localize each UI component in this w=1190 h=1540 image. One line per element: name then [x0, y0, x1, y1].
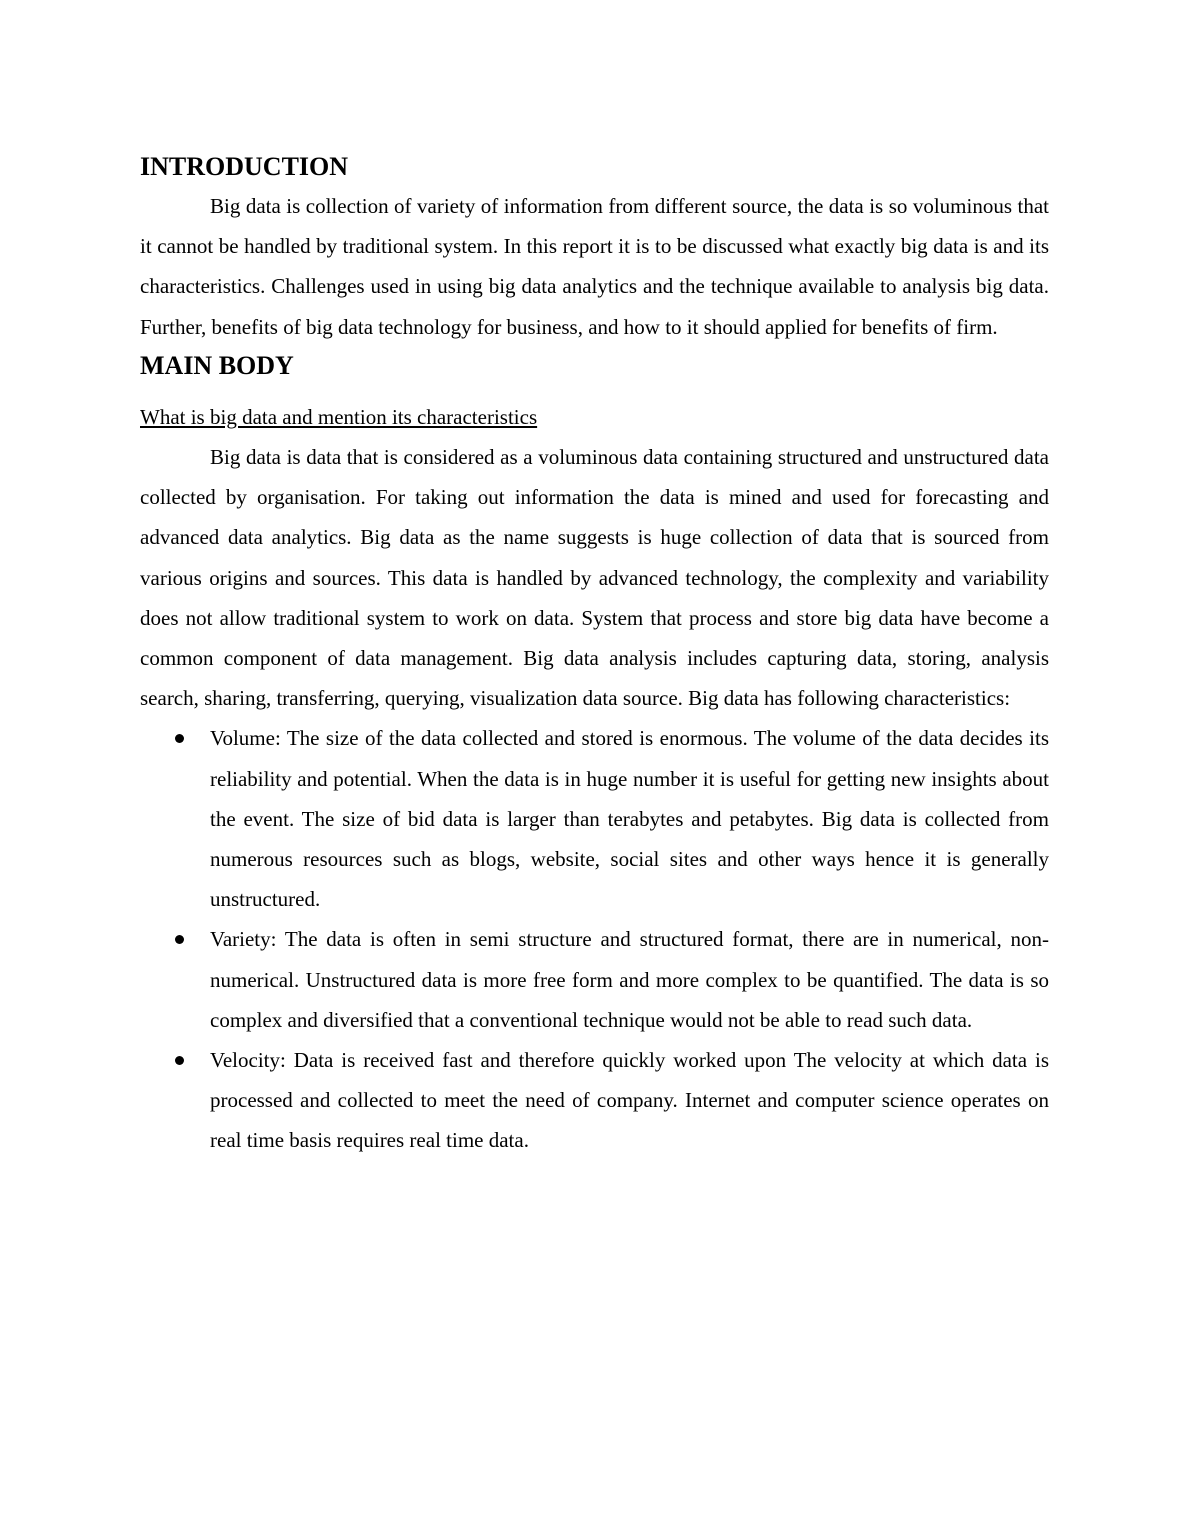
list-item-text: Variety: The data is often in semi structure and structured format, there are in numerical, non-numerical. Unstructured data is more free form and more complex to be quantified. The data is so complex and diversified that a conventional technique would not be able to read such data. [210, 927, 1049, 1032]
list-item [140, 919, 1049, 1040]
characteristics-list [140, 718, 1049, 1160]
document-page [140, 148, 1049, 1161]
main-body-heading: MAIN BODY [140, 350, 294, 380]
list-item-text: Velocity: Data is received fast and therefore quickly worked upon The velocity at which data is processed and collected to meet the need of company. Internet and computer science operates on real time basis requires real time data. [210, 1048, 1049, 1153]
introduction-heading: INTRODUCTION [140, 152, 349, 181]
introduction-paragraph: Big data is collection of variety of information from different source, the data is so voluminous that it cannot be handled by traditional system. In this report it is to be discussed what exactly big data is and its characteristics. Challenges used in using big data analytics and the technique available to analysis big data. Further, benefits of big data technology for business, and how to it should applied for benefits of firm. [140, 194, 1049, 339]
bullet-icon [175, 935, 184, 944]
bullet-icon [175, 1056, 184, 1065]
main-body-paragraph: Big data is data that is considered as a voluminous data containing structured and unstructured data collected by organisation. For taking out information the data is mined and used for forecasting and advanced data analytics. Big data as the name suggests is huge collection of data that is sourced from various origins and sources. This data is handled by advanced technology, the complexity and variability does not allow traditional system to work on data. System that process and store big data have become a common component of data management. Big data analysis includes capturing data, storing, analysis search, sharing, transferring, querying, visualization data source. Big data has following characteristics: [140, 445, 1049, 711]
characteristics-subheading: What is big data and mention its characteristics [140, 404, 538, 429]
list-item-text: Volume: The size of the data collected and stored is enormous. The volume of the data decides its reliability and potential. When the data is in huge number it is useful for getting new insights about the event. The size of bid data is larger than terabytes and petabytes. Big data is collected from numerous resources such as blogs, website, social sites and other ways hence it is generally unstructured. [210, 726, 1049, 912]
bullet-icon [175, 734, 184, 743]
list-item [140, 1040, 1049, 1161]
list-item [140, 718, 1049, 919]
